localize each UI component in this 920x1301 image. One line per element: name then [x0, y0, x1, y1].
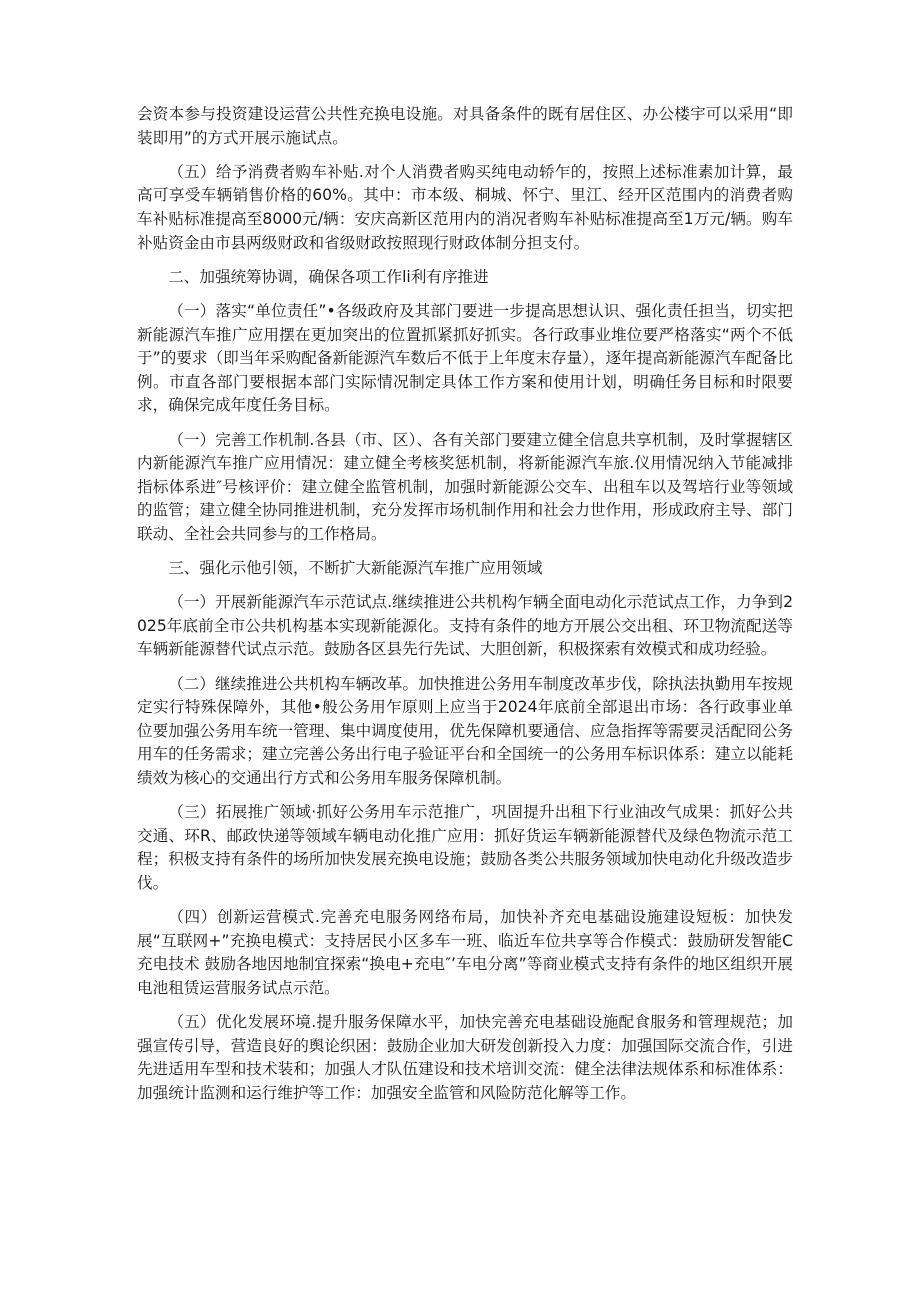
paragraph-expand-fields: （三）拓展推广领域·抓好公务用车示范推广，巩固提升出租下行业油改气成果：抓好公共交通、环R、邮政快递等领域车辆电动化推广应用：抓好货运车辆新能源替代及绿色物流示范工程；积极支持有条件的场所加快发展充换电设施；鼓励各类公共服务领域加快电动化升级改造步伐。: [137, 803, 793, 892]
paragraph-pilot-demonstration: （一）开展新能源汽车示范试点.继续推进公共机构乍辆全面电动化示范试点工作，力争到2025年底前全市公共机构基本实现新能源化。支持有条件的地方开展公交出租、环卫物流配送等车辆新能源替代试点示范。鼓励各区县先行先试、大胆创新，积极探索有效模式和成功经验。: [137, 593, 793, 659]
document-page: [137, 103, 793, 1116]
paragraph-consumer-subsidy: （五）给予消费者购车补贴.对个人消费者购买纯电动轿乍的，按照上述标准素加计算，最高可享受车辆销售价格的60%。其中：市本级、桐城、怀宁、里江、经开区范围内的消费者购车补贴标准提高至8000元/辆：安庆高新区范用内的消况者购车补贴标准提高至1万元/辆。购车补贴资金由市县两级财政和省级财政按照现行财政体制分担支付。: [137, 162, 793, 252]
paragraph-operation-model: （四）创新运营模式.完善充电服务网络布局，加快补齐充电基础设施建设短板：加快发展“互联网+”充换电模式：支持居民小区多车一班、临近车位共享等合作模式：鼓励研发智能C充电技术 鼓励各地因地制宜探索“换电+充电″’车电分离”等商业模式支持有条件的地区组织开展电池租赁运营服务试点示范。: [137, 908, 793, 997]
paragraph-unit-responsibility: （一）落实“单位责任”•各级政府及其部门要进一步提高思想认识、强化责任担当，切实把新能源汽车推广应用摆在更加突出的位置抓紧抓好抓实。各行政事业堆位要严格落实“两个不低于”的要求（即当年采购配备新能源汽车数后不低于上年度末存量），逐年提高新能源汽车配备比例。市直各部门要根据本部门实际情况制定具体工作方案和使用计划，明确任务目标和时限要求，确保完成年度任务目标。: [137, 301, 793, 415]
section-heading-demonstration: 三、强化示他引领，不断扩大新能源汽车推广应用领域: [168, 559, 543, 578]
paragraph-vehicle-reform: （二）继续推进公共机构车辆改革。加快推进公务用车制度改革步伐，除执法执勤用车按规定实行特殊保障外，其他•般公务用乍原则上应当于2024年底前全部退出市场：各行政事业单位要加强公务用车统一管理、集中调度使用，优先保障机要通信、应急指挥等需要灵活配冏公务用车的任务需求；建立完善公务出行电子验证平台和全国统一的公务用车标识体系：建立以能耗绩效为核心的交通出行方式和公务用车服务保障机制。: [137, 674, 793, 787]
paragraph-continuation: 会资本参与投资建设运营公共性充换电设施。对具备条件的既有居住区、办公楼宇可以采用“即装即用”的方式开展示施试点。: [137, 105, 793, 147]
paragraph-environment: （五）优化发展环境.提升服务保障水平，加快完善充电基础设施配食服务和管理规范；加强宣传引导，营造良好的舆论织困：鼓励企业加大研发创新投入力度：加强国际交流合作，引进先进适用车型和技术装和；加强人才队伍建设和技术培训交流：健全法律法规体系和标准体系：加强统计监测和运行维护等工作：加强安全监管和风险防范化解等工作。: [137, 1013, 793, 1102]
section-heading-coordination: 二、加强统筹协调，确保各项工作li利有序推进: [168, 267, 489, 286]
paragraph-work-mechanism: （一）完善工作机制.各县（市、区）、各有关部门要建立健全信息共享机制，及时掌握辖区内新能源汽车推广应用情况：建立健全考核奖惩机制，将新能源汽车旅.仪用情况纳入节能减排指标体系进″号核评价：建立健全监管机制，加强时新能源公交车、出租车以及驾培行业等领域的监管；建立健全协同推进机制，充分发挥市场机制作用和社会力世作用，形成政府主导、部门联动、全社会共同参与的工作格局。: [137, 430, 793, 543]
